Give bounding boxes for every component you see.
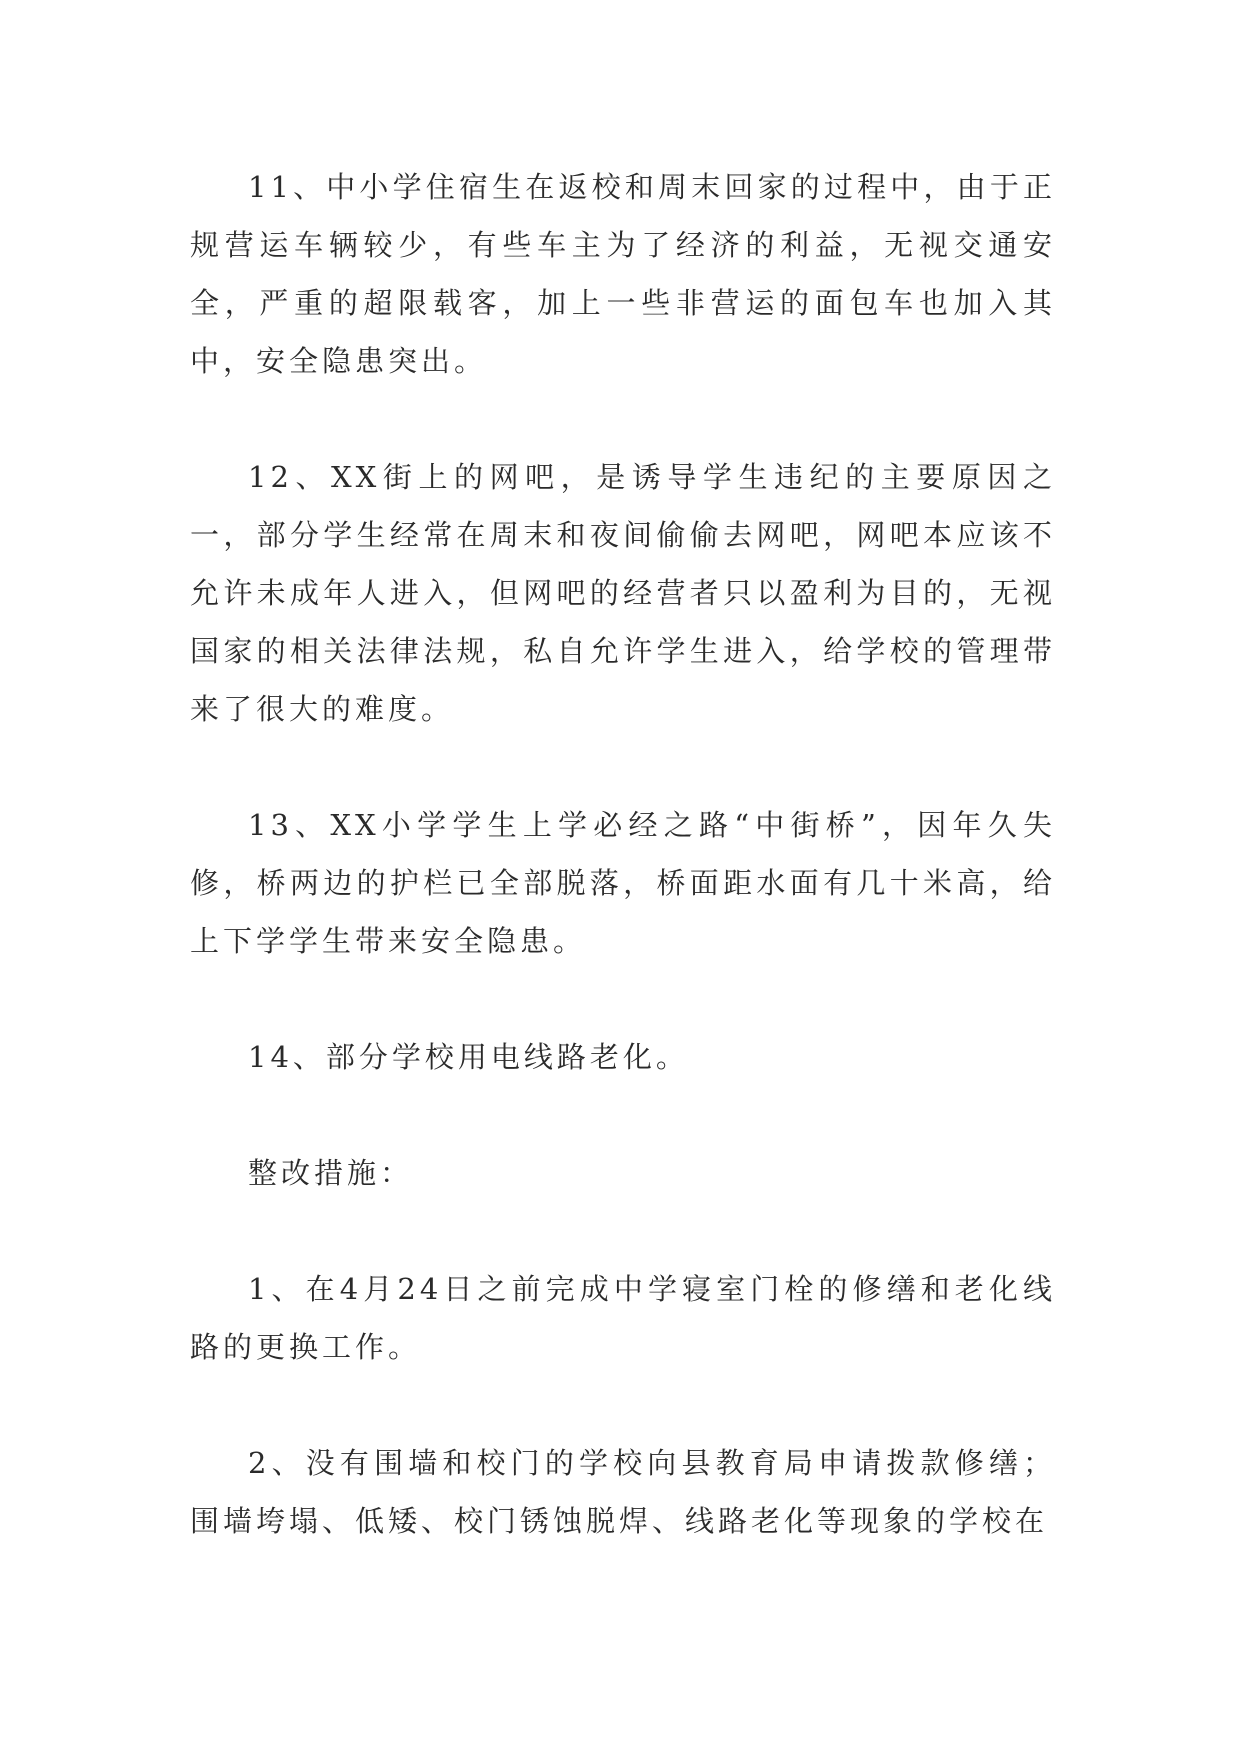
section-heading-rectification: 整改措施： (248, 1156, 414, 1190)
measure-item-2: 2、没有围墙和校门的学校向县教育局申请拨款修缮；围墙垮塌、低矮、校门锈蚀脱焊、线路老化等现象的学校在 (190, 1446, 1056, 1538)
measure-item-1: 1、在4月24日之前完成中学寝室门栓的修缮和老化线路的更换工作。 (190, 1272, 1056, 1364)
paragraph-item-14: 14、部分学校用电线路老化。 (248, 1040, 689, 1074)
paragraph-item-13: 13、XX小学学生上学必经之路“中街桥”，因年久失修，桥两边的护栏已全部脱落，桥面距水面有几十米高，给上下学学生带来安全隐患。 (190, 808, 1056, 958)
paragraph-item-12: 12、XX街上的网吧，是诱导学生违纪的主要原因之一，部分学生经常在周末和夜间偷偷去网吧，网吧本应该不允许未成年人进入，但网吧的经营者只以盈利为目的，无视国家的相关法律法规，私自允许学生进入，给学校的管理带来了很大的难度。 (190, 460, 1056, 726)
document-body (190, 158, 1056, 1550)
paragraph-item-11: 11、中小学住宿生在返校和周末回家的过程中，由于正规营运车辆较少，有些车主为了经济的利益，无视交通安全，严重的超限载客，加上一些非营运的面包车也加入其中，安全隐患突出。 (190, 170, 1056, 378)
